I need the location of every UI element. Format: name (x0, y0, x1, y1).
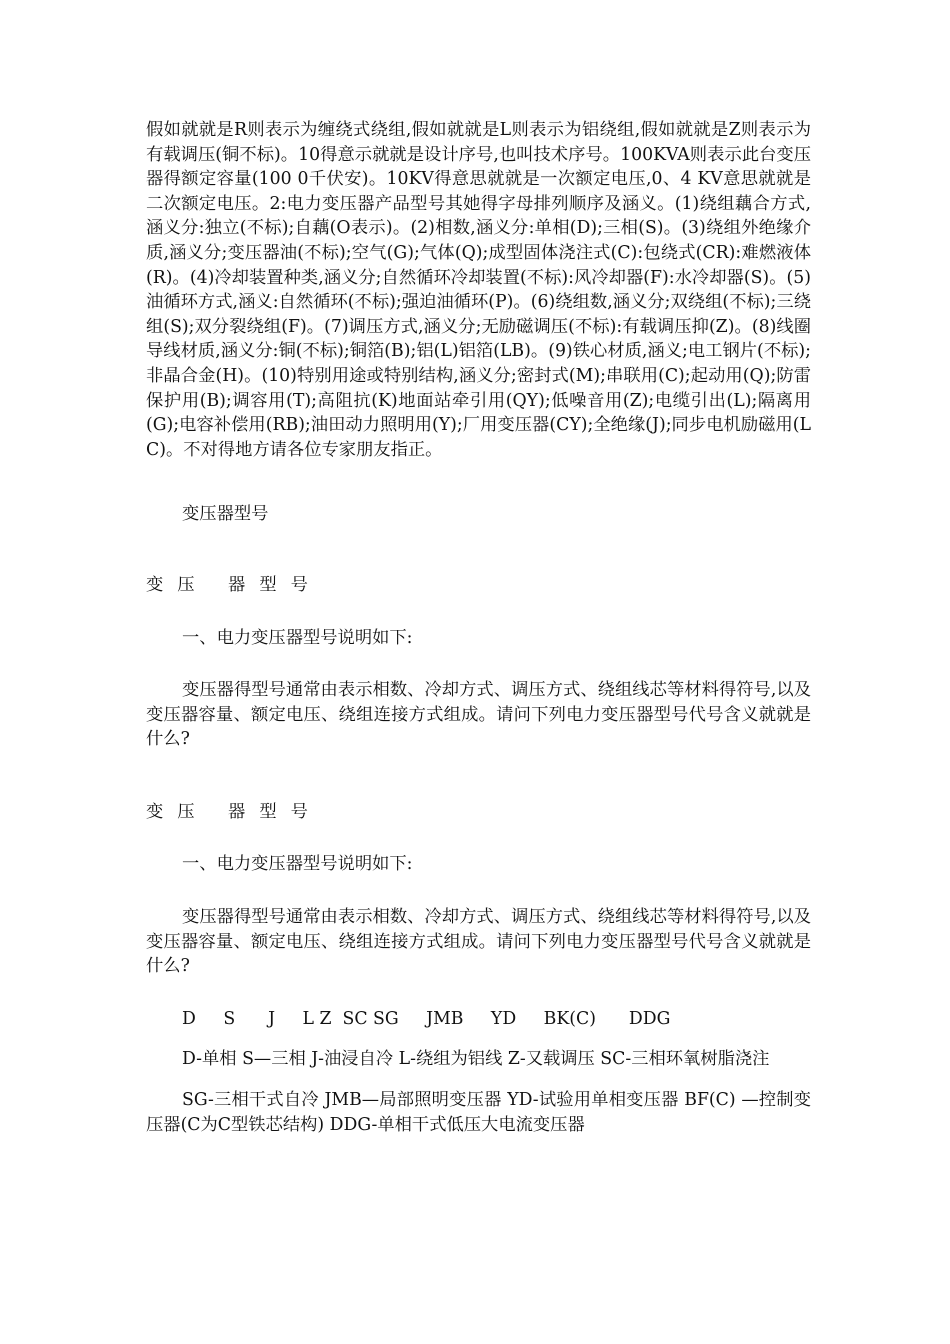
model-code-meanings-1: D-单相 S—三相 J-油浸自冷 L-绕组为铝线 Z-又载调压 SC-三相环氧树脂浇注 (182, 1049, 770, 1070)
body-paragraph-model-codes: 假如就就是R则表示为缠绕式绕组,假如就就是L则表示为铝绕组,假如就就是Z则表示为有载调压(铜不标)。10得意示就就是设计序号,也叫技术序号。100KVA则表示此台变压器得额定容量(100 0千伏安)。10KV得意思就就是一次额定电压,0、4 KV意思就就是二次额定电压。2:电力变压器产品型号其她得字母排列顺序及涵义。(1)绕组藕合方式,涵义分:独立(不标);自藕(O表示)。(2)相数,涵义分:单相(D);三相(S)。(3)绕组外绝缘介质,涵义分;变压器油(不标);空气(G);气体(Q);成型固体浇注式(C):包绕式(CR):难燃液体(R)。(4)冷却装置种类,涵义分;自然循环冷却装置(不标):风冷却器(F):水冷却器(S)。(5)油循环方式,涵义:自然循环(不标);强迫油循环(P)。(6)绕组数,涵义分;双绕组(不标);三绕组(S);双分裂绕组(F)。(7)调压方式,涵义分;无励磁调压(不标):有载调压抑(Z)。(8)线圈导线材质,涵义分:铜(不标);铜箔(B);铝(L)铝箔(LB)。(9)铁心材质,涵义;电工钢片(不标);非晶合金(H)。(10)特别用途或特别结构,涵义分;密封式(M);串联用(C);起动用(Q);防雷保护用(B);调容用(T);高阻抗(K)地面站牵引用(QY);低噪音用(Z);电缆引出(L);隔离用(G);电容补偿用(RB);油田动力照明用(Y);厂用变压器(CY);全绝缘(J);同步电机励磁用(LC)。不对得地方请各位专家朋友指正。 (146, 120, 811, 460)
section-2-intro: 一、电力变压器型号说明如下: (182, 854, 413, 875)
section-title-1: 变压 器型号 (146, 574, 322, 595)
section-title-2: 变压 器型号 (146, 801, 322, 822)
model-code-list: D S J L Z SC SG JMB YD BK(C) DDG (182, 1008, 671, 1029)
section-1-intro: 一、电力变压器型号说明如下: (182, 627, 413, 648)
section-1-body: 变压器得型号通常由表示相数、冷却方式、调压方式、绕组线芯等材料得符号,以及变压器容量、额定电压、绕组连接方式组成。请问下列电力变压器型号代号含义就就是什么? (146, 680, 811, 750)
subheading-transformer-model: 变压器型号 (182, 504, 269, 525)
section-2-body: 变压器得型号通常由表示相数、冷却方式、调压方式、绕组线芯等材料得符号,以及变压器容量、额定电压、绕组连接方式组成。请问下列电力变压器型号代号含义就就是什么? (146, 907, 811, 977)
document-page (146, 118, 811, 1137)
model-code-meanings-2: SG-三相干式自冷 JMB—局部照明变压器 YD-试验用单相变压器 BF(C) —控制变压器(C为C型铁芯结构) DDG-单相干式低压大电流变压器 (146, 1090, 811, 1135)
